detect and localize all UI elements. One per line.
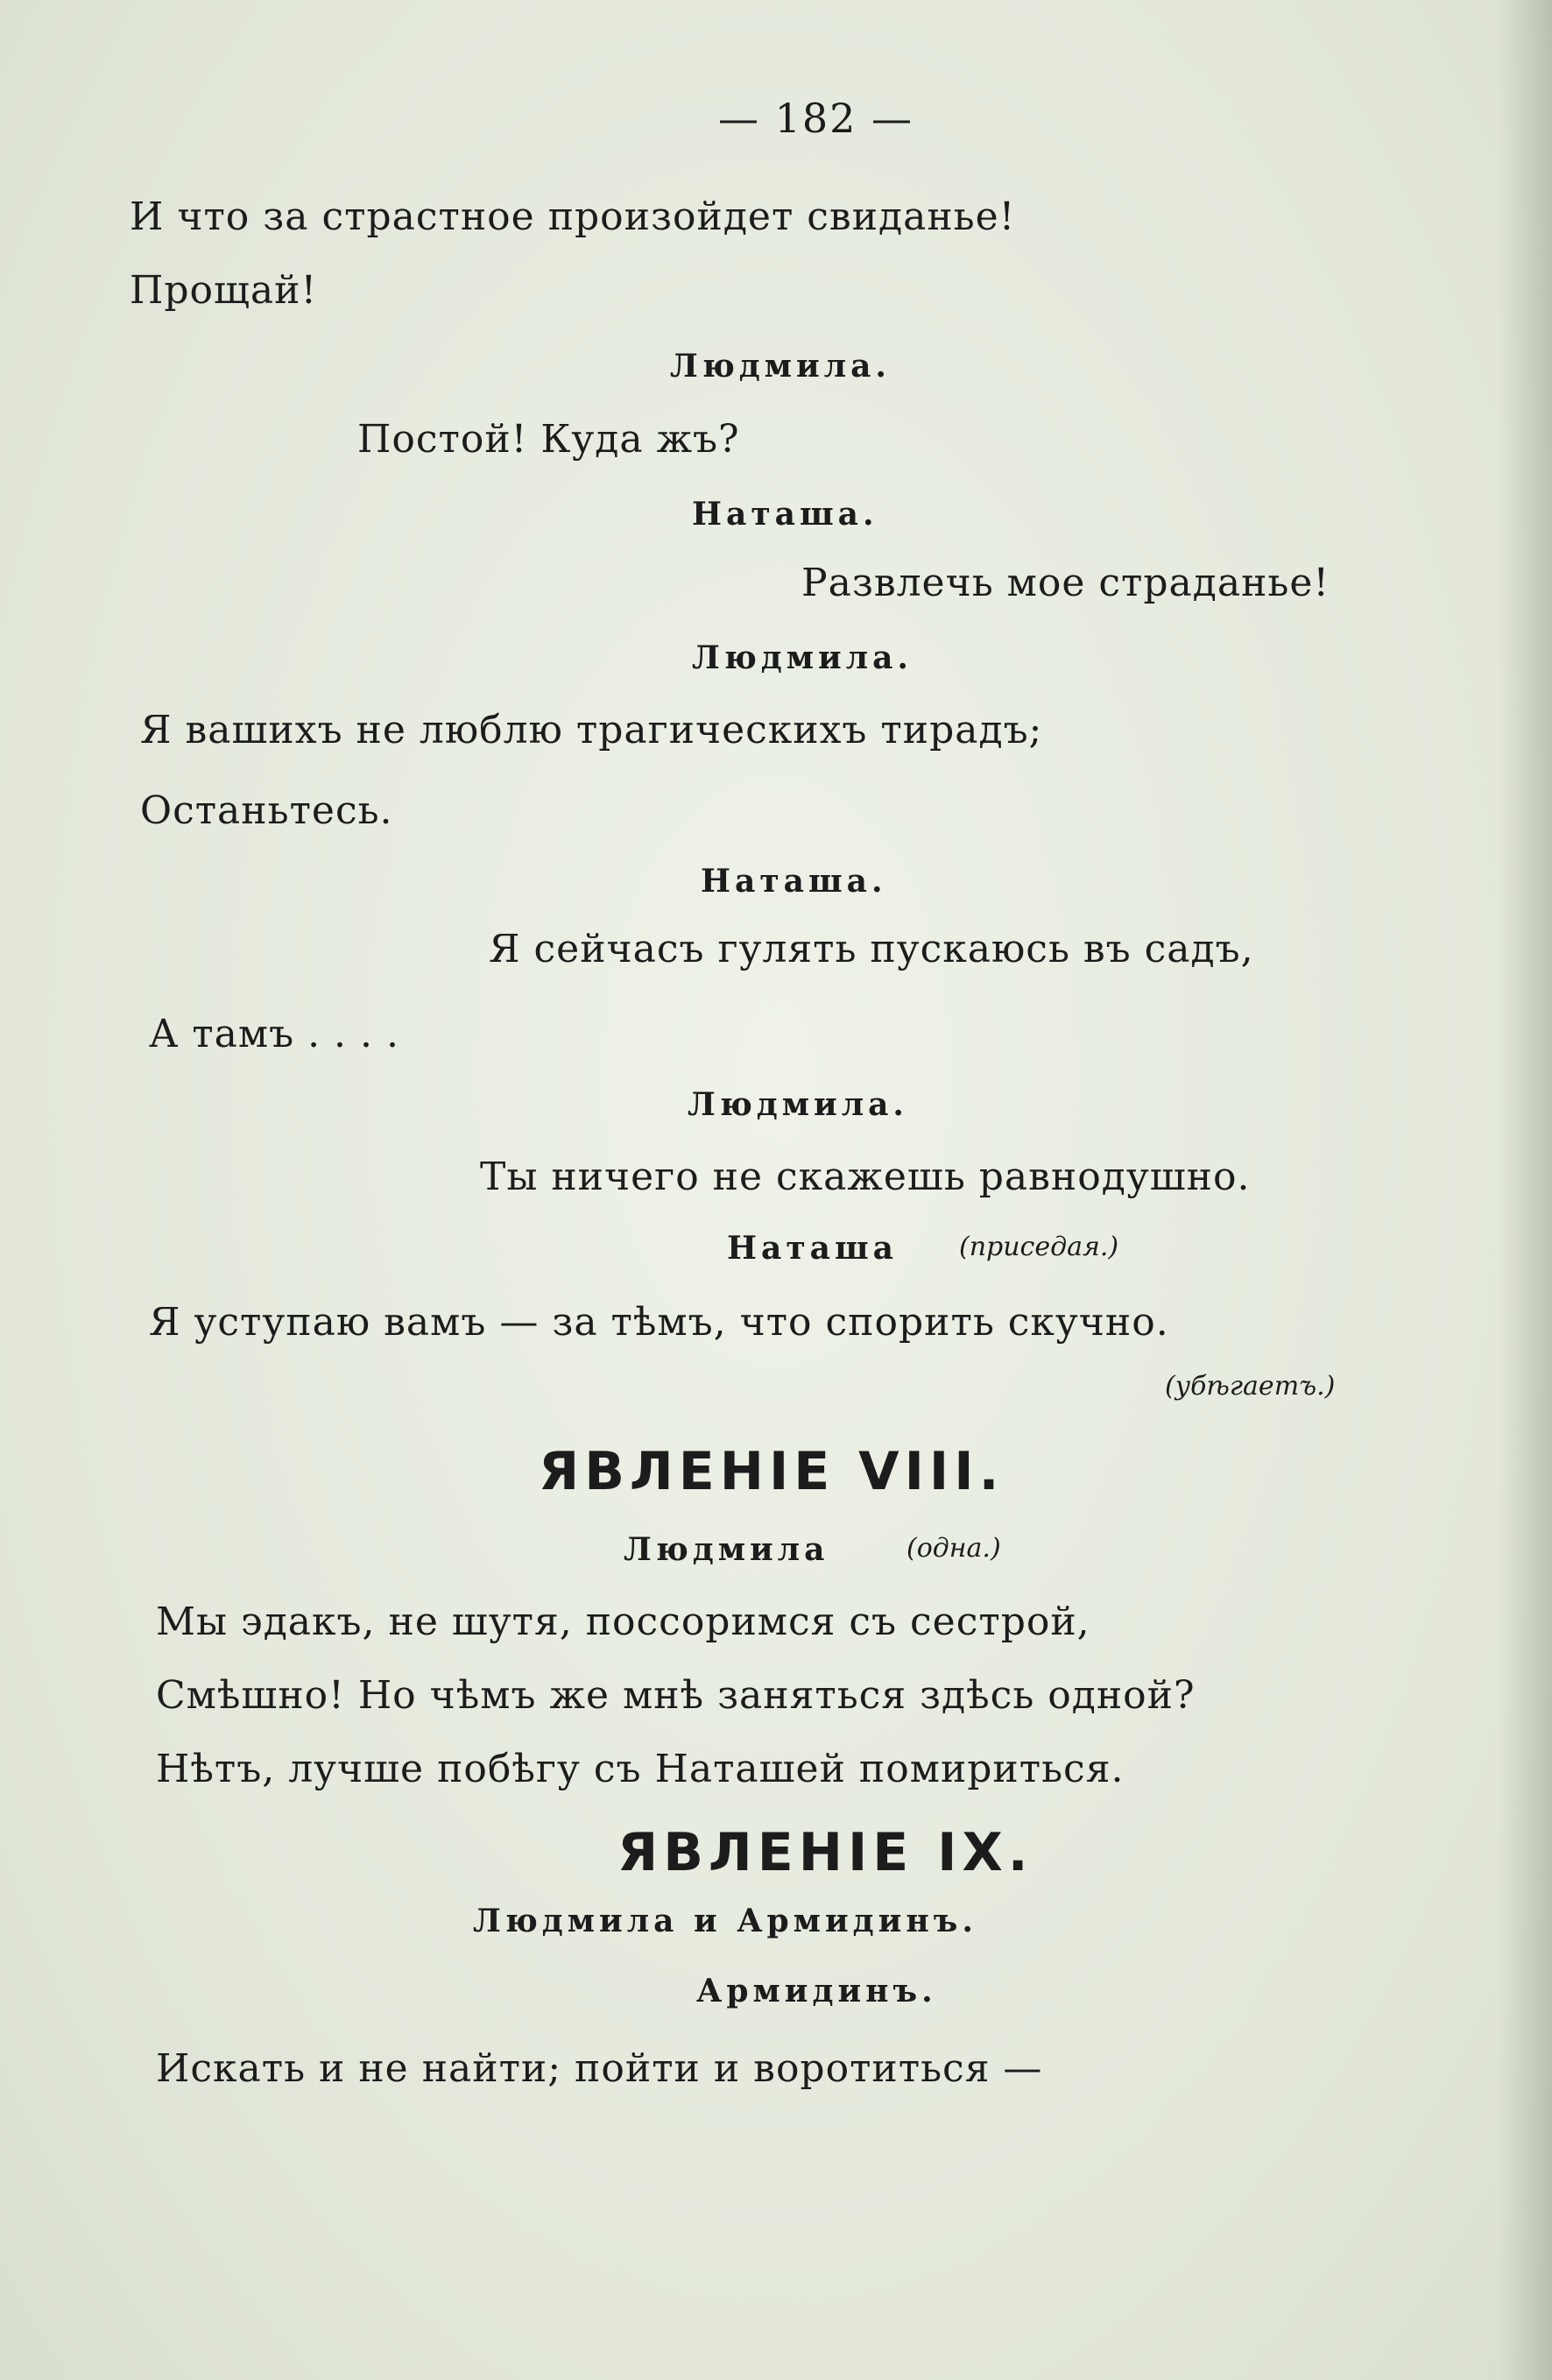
page-edge-shadow: [1499, 0, 1552, 2380]
speaker-name: Людмила.: [692, 639, 913, 676]
speaker-name: Людмила.: [670, 348, 891, 385]
speaker-name: Наташа: [727, 1230, 898, 1267]
verse-line: Нѣтъ, лучше побѣгу съ Наташей помириться.: [156, 1747, 1125, 1791]
verse-line: А тамъ . . . .: [149, 1012, 399, 1056]
verse-line: Мы эдакъ, не шутя, поссоримся съ сестрой,: [156, 1600, 1090, 1644]
page-number: — 182 —: [718, 95, 914, 142]
verse-line: Останьтесь.: [140, 788, 393, 833]
speaker-name: Людмила и Армидинъ.: [473, 1903, 977, 1939]
verse-line: Я вашихъ не люблю трагическихъ тирадъ;: [140, 708, 1043, 752]
verse-line: Развлечь мое страданье!: [801, 561, 1330, 605]
stage-direction: (убѣгаетъ.): [1165, 1371, 1336, 1402]
speaker-name: Наташа.: [701, 863, 887, 900]
verse-line: Смѣшно! Но чѣмъ же мнѣ заняться здѣсь одной?: [156, 1673, 1196, 1718]
stage-direction: (одна.): [907, 1533, 1001, 1564]
verse-line: Искать и не найти; пойти и воротиться —: [156, 2046, 1043, 2091]
verse-line: Я сейчасъ гулять пускаюсь въ садъ,: [489, 927, 1254, 971]
speaker-name: Армидинъ.: [696, 1973, 937, 2009]
verse-line: Прощай!: [130, 268, 318, 313]
verse-line: Я уступаю вамъ — за тѣмъ, что спорить скучно.: [149, 1300, 1169, 1345]
scene-heading: ЯВЛЕНІЕ IX.: [617, 1822, 1033, 1883]
scene-heading: ЯВЛЕНІЕ VIII.: [539, 1441, 1005, 1502]
stage-direction: (приседая.): [959, 1232, 1119, 1262]
speaker-name: Людмила.: [688, 1086, 908, 1123]
speaker-name: Людмила: [624, 1531, 829, 1568]
verse-line: И что за страстное произойдет свиданье!: [130, 194, 1016, 239]
verse-line: Постой! Куда жъ?: [357, 417, 740, 462]
speaker-name: Наташа.: [692, 496, 878, 533]
verse-line: Ты ничего не скажешь равнодушно.: [480, 1155, 1251, 1199]
